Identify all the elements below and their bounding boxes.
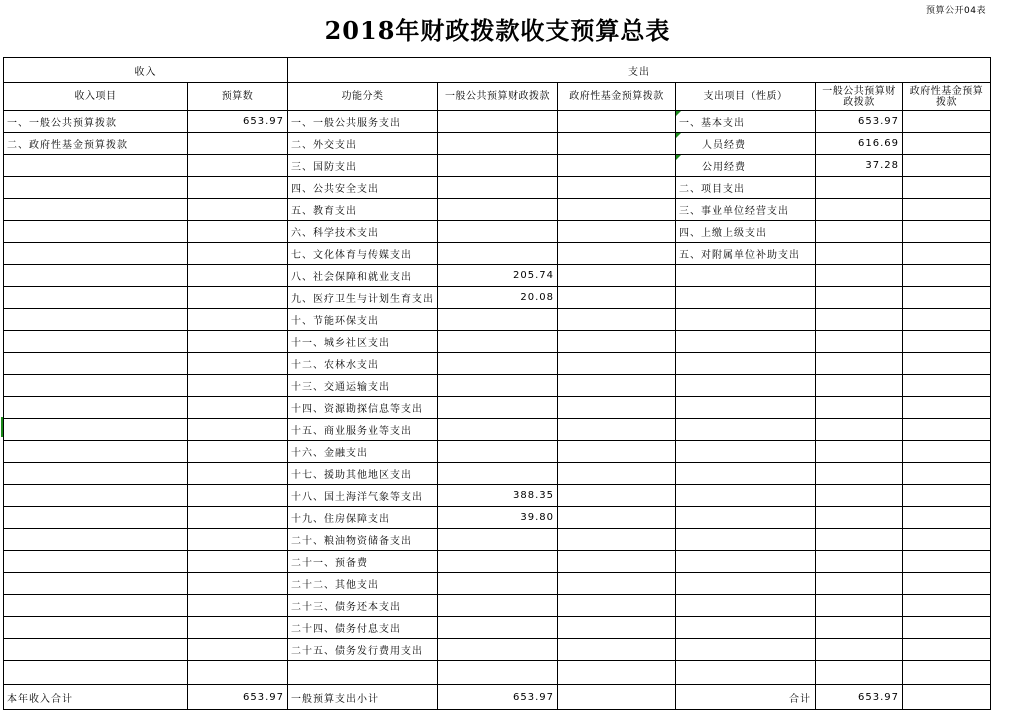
general-public-cell bbox=[438, 551, 558, 573]
income-amount-cell bbox=[188, 595, 288, 617]
income-amount-cell bbox=[188, 199, 288, 221]
expense-general-public-cell bbox=[816, 485, 903, 507]
income-item-header: 收入项目 bbox=[4, 83, 188, 111]
expense-gov-fund-cell bbox=[903, 199, 991, 221]
income-item-cell bbox=[4, 375, 188, 397]
expense-general-public-cell bbox=[816, 617, 903, 639]
expense-item-cell bbox=[676, 309, 816, 331]
expense-general-public-cell: 37.28 bbox=[816, 155, 903, 177]
function-class-cell: 二十四、债务付息支出 bbox=[288, 617, 438, 639]
expense-general-public-cell bbox=[816, 287, 903, 309]
gov-fund-cell bbox=[558, 155, 676, 177]
table-row bbox=[4, 485, 991, 507]
empty-cell bbox=[903, 661, 991, 685]
table-row bbox=[4, 397, 991, 419]
function-class-cell: 二十一、预备费 bbox=[288, 551, 438, 573]
table-row bbox=[4, 199, 991, 221]
table-row bbox=[4, 221, 991, 243]
expense-gov-fund-cell bbox=[903, 573, 991, 595]
gov-fund-header: 政府性基金预算拨款 bbox=[558, 83, 676, 111]
expense-gov-fund-cell bbox=[903, 353, 991, 375]
general-public-cell bbox=[438, 595, 558, 617]
general-public-cell bbox=[438, 331, 558, 353]
table-row bbox=[4, 309, 991, 331]
expense-item-cell bbox=[676, 551, 816, 573]
gov-fund-cell bbox=[558, 573, 676, 595]
income-amount-cell bbox=[188, 529, 288, 551]
function-class-cell: 二十三、债务还本支出 bbox=[288, 595, 438, 617]
gov-fund-cell bbox=[558, 639, 676, 661]
function-class-cell: 一、一般公共服务支出 bbox=[288, 111, 438, 133]
function-class-cell: 五、教育支出 bbox=[288, 199, 438, 221]
empty-cell bbox=[288, 661, 438, 685]
empty-cell bbox=[903, 685, 991, 710]
income-item-cell bbox=[4, 485, 188, 507]
budget-table bbox=[3, 57, 991, 710]
gov-fund-cell bbox=[558, 595, 676, 617]
general-public-cell: 39.80 bbox=[438, 507, 558, 529]
expense-gov-fund-cell bbox=[903, 287, 991, 309]
function-class-cell: 十四、资源勘探信息等支出 bbox=[288, 397, 438, 419]
table-row bbox=[4, 463, 991, 485]
income-amount-cell bbox=[188, 133, 288, 155]
general-public-cell bbox=[438, 397, 558, 419]
general-public-cell bbox=[438, 243, 558, 265]
section-header-row bbox=[4, 58, 991, 83]
table-row bbox=[4, 639, 991, 661]
table-row bbox=[4, 507, 991, 529]
document-number: 预算公开04表 bbox=[926, 6, 986, 16]
table-row bbox=[4, 155, 991, 177]
general-public-cell bbox=[438, 199, 558, 221]
gov-fund-cell bbox=[558, 375, 676, 397]
general-subtotal-amount: 653.97 bbox=[438, 685, 558, 710]
income-amount-cell bbox=[188, 265, 288, 287]
expense-general-public-cell bbox=[816, 419, 903, 441]
income-item-cell bbox=[4, 287, 188, 309]
general-public-cell: 20.08 bbox=[438, 287, 558, 309]
expense-section-header: 支出 bbox=[288, 58, 991, 83]
expense-general-public-cell bbox=[816, 397, 903, 419]
income-item-cell bbox=[4, 155, 188, 177]
expense-item-cell bbox=[676, 617, 816, 639]
expense-gov-fund-cell bbox=[903, 177, 991, 199]
expense-gov-fund-cell bbox=[903, 155, 991, 177]
general-public-cell bbox=[438, 155, 558, 177]
general-public-cell bbox=[438, 133, 558, 155]
income-item-cell bbox=[4, 617, 188, 639]
gov-fund-cell bbox=[558, 441, 676, 463]
gov-fund-cell bbox=[558, 199, 676, 221]
expense-general-public-cell: 616.69 bbox=[816, 133, 903, 155]
table-row bbox=[4, 111, 991, 133]
function-class-cell: 十五、商业服务业等支出 bbox=[288, 419, 438, 441]
expense-gov-fund-cell bbox=[903, 617, 991, 639]
income-item-cell bbox=[4, 397, 188, 419]
general-public-cell bbox=[438, 309, 558, 331]
gov-fund-cell bbox=[558, 463, 676, 485]
income-item-cell bbox=[4, 551, 188, 573]
expense-item-header: 支出项目（性质） bbox=[676, 83, 816, 111]
expense-item-cell bbox=[676, 397, 816, 419]
expense-general-public-cell bbox=[816, 595, 903, 617]
table-row bbox=[4, 617, 991, 639]
general-public-cell bbox=[438, 419, 558, 441]
gov-fund-cell bbox=[558, 485, 676, 507]
income-amount-cell bbox=[188, 221, 288, 243]
gov-fund-cell bbox=[558, 331, 676, 353]
budget-amount-header: 预算数 bbox=[188, 83, 288, 111]
expense-gov-fund-cell bbox=[903, 595, 991, 617]
grand-total-amount: 653.97 bbox=[816, 685, 903, 710]
expense-gov-fund-cell bbox=[903, 507, 991, 529]
general-public-cell bbox=[438, 177, 558, 199]
expense-gov-fund-cell bbox=[903, 221, 991, 243]
general-subtotal-label: 一般预算支出小计 bbox=[288, 685, 438, 710]
expense-general-public-cell bbox=[816, 375, 903, 397]
empty-cell bbox=[438, 661, 558, 685]
income-item-cell bbox=[4, 243, 188, 265]
general-public-cell bbox=[438, 573, 558, 595]
income-item-cell bbox=[4, 353, 188, 375]
function-class-cell: 七、文化体育与传媒支出 bbox=[288, 243, 438, 265]
gov-fund-cell bbox=[558, 265, 676, 287]
expense-item-cell bbox=[676, 419, 816, 441]
expense-item-cell bbox=[676, 287, 816, 309]
income-item-cell bbox=[4, 507, 188, 529]
income-item-cell bbox=[4, 595, 188, 617]
expense-item-cell bbox=[676, 595, 816, 617]
expense-general-public-cell bbox=[816, 331, 903, 353]
general-public-cell bbox=[438, 111, 558, 133]
income-amount-cell bbox=[188, 353, 288, 375]
income-amount-cell bbox=[188, 639, 288, 661]
general-public-cell bbox=[438, 375, 558, 397]
income-item-cell bbox=[4, 639, 188, 661]
empty-cell bbox=[4, 661, 188, 685]
expense-general-public-cell bbox=[816, 441, 903, 463]
income-amount-cell bbox=[188, 551, 288, 573]
expense-item-cell bbox=[676, 375, 816, 397]
income-section-header: 收入 bbox=[4, 58, 288, 83]
totals-row bbox=[4, 685, 991, 710]
income-amount-cell bbox=[188, 463, 288, 485]
gov-fund-cell bbox=[558, 529, 676, 551]
table-row bbox=[4, 551, 991, 573]
expense-gov-fund-cell bbox=[903, 265, 991, 287]
expense-general-public-cell bbox=[816, 243, 903, 265]
table-row bbox=[4, 243, 991, 265]
column-header-row bbox=[4, 83, 991, 111]
expense-general-public-header: 一般公共预算财政拨款 bbox=[816, 83, 903, 111]
function-class-cell: 二十五、债务发行费用支出 bbox=[288, 639, 438, 661]
expense-gov-fund-cell bbox=[903, 397, 991, 419]
function-class-cell: 十七、援助其他地区支出 bbox=[288, 463, 438, 485]
expense-general-public-cell bbox=[816, 177, 903, 199]
income-item-cell bbox=[4, 265, 188, 287]
income-item-cell bbox=[4, 529, 188, 551]
table-row bbox=[4, 353, 991, 375]
expense-item-cell bbox=[676, 353, 816, 375]
income-amount-cell bbox=[188, 485, 288, 507]
expense-item-cell bbox=[676, 507, 816, 529]
expense-general-public-cell bbox=[816, 221, 903, 243]
expense-gov-fund-cell bbox=[903, 309, 991, 331]
gov-fund-cell bbox=[558, 419, 676, 441]
function-class-cell: 十一、城乡社区支出 bbox=[288, 331, 438, 353]
gov-fund-cell bbox=[558, 551, 676, 573]
income-item-cell: 一、一般公共预算拨款 bbox=[4, 111, 188, 133]
income-item-cell bbox=[4, 221, 188, 243]
expense-item-cell bbox=[676, 463, 816, 485]
table-row bbox=[4, 419, 991, 441]
expense-general-public-cell bbox=[816, 529, 903, 551]
income-amount-cell bbox=[188, 507, 288, 529]
income-amount-cell bbox=[188, 397, 288, 419]
income-item-cell bbox=[4, 309, 188, 331]
expense-gov-fund-cell bbox=[903, 639, 991, 661]
expense-item-cell: 人员经费 bbox=[676, 133, 816, 155]
gov-fund-cell bbox=[558, 177, 676, 199]
expense-gov-fund-cell bbox=[903, 331, 991, 353]
expense-general-public-cell bbox=[816, 573, 903, 595]
table-row bbox=[4, 177, 991, 199]
expense-gov-fund-cell bbox=[903, 243, 991, 265]
expense-item-cell: 一、基本支出 bbox=[676, 111, 816, 133]
empty-cell bbox=[676, 661, 816, 685]
expense-item-cell bbox=[676, 331, 816, 353]
expense-gov-fund-cell bbox=[903, 441, 991, 463]
table-row bbox=[4, 441, 991, 463]
general-public-cell: 205.74 bbox=[438, 265, 558, 287]
gov-fund-cell bbox=[558, 243, 676, 265]
expense-gov-fund-cell bbox=[903, 463, 991, 485]
table-row bbox=[4, 265, 991, 287]
income-amount-cell bbox=[188, 419, 288, 441]
general-public-cell bbox=[438, 441, 558, 463]
gov-fund-cell bbox=[558, 111, 676, 133]
expense-item-cell bbox=[676, 529, 816, 551]
gov-fund-cell bbox=[558, 309, 676, 331]
expense-general-public-cell bbox=[816, 551, 903, 573]
general-public-cell bbox=[438, 463, 558, 485]
table-row bbox=[4, 375, 991, 397]
expense-general-public-cell bbox=[816, 199, 903, 221]
expense-gov-fund-cell bbox=[903, 529, 991, 551]
gov-fund-cell bbox=[558, 397, 676, 419]
expense-general-public-cell bbox=[816, 463, 903, 485]
income-amount-cell bbox=[188, 331, 288, 353]
empty-cell bbox=[188, 661, 288, 685]
expense-item-cell bbox=[676, 441, 816, 463]
gov-fund-cell bbox=[558, 353, 676, 375]
function-class-cell: 三、国防支出 bbox=[288, 155, 438, 177]
expense-general-public-cell bbox=[816, 265, 903, 287]
expense-item-cell: 二、项目支出 bbox=[676, 177, 816, 199]
function-class-cell: 十、节能环保支出 bbox=[288, 309, 438, 331]
income-amount-cell bbox=[188, 617, 288, 639]
general-public-cell bbox=[438, 639, 558, 661]
expense-general-public-cell bbox=[816, 639, 903, 661]
empty-cell bbox=[558, 685, 676, 710]
income-item-cell bbox=[4, 177, 188, 199]
function-class-header: 功能分类 bbox=[288, 83, 438, 111]
income-item-cell bbox=[4, 199, 188, 221]
income-item-cell: 二、政府性基金预算拨款 bbox=[4, 133, 188, 155]
gov-fund-cell bbox=[558, 221, 676, 243]
expense-item-cell: 五、对附属单位补助支出 bbox=[676, 243, 816, 265]
income-item-cell bbox=[4, 419, 188, 441]
income-amount-cell bbox=[188, 177, 288, 199]
function-class-cell: 四、公共安全支出 bbox=[288, 177, 438, 199]
expense-general-public-cell bbox=[816, 353, 903, 375]
gov-fund-cell bbox=[558, 507, 676, 529]
expense-gov-fund-cell bbox=[903, 375, 991, 397]
empty-cell bbox=[816, 661, 903, 685]
table-row bbox=[4, 133, 991, 155]
function-class-cell: 二十二、其他支出 bbox=[288, 573, 438, 595]
function-class-cell: 十六、金融支出 bbox=[288, 441, 438, 463]
expense-item-cell bbox=[676, 573, 816, 595]
income-amount-cell bbox=[188, 155, 288, 177]
expense-gov-fund-cell bbox=[903, 111, 991, 133]
income-amount-cell bbox=[188, 287, 288, 309]
income-amount-cell bbox=[188, 309, 288, 331]
grand-total-label: 合计 bbox=[676, 685, 816, 710]
expense-general-public-cell bbox=[816, 507, 903, 529]
function-class-cell: 八、社会保障和就业支出 bbox=[288, 265, 438, 287]
function-class-cell: 十八、国土海洋气象等支出 bbox=[288, 485, 438, 507]
income-amount-cell: 653.97 bbox=[188, 111, 288, 133]
function-class-cell: 二十、粮油物资储备支出 bbox=[288, 529, 438, 551]
general-public-cell bbox=[438, 617, 558, 639]
income-item-cell bbox=[4, 331, 188, 353]
table-row bbox=[4, 529, 991, 551]
expense-item-cell: 公用经费 bbox=[676, 155, 816, 177]
expense-gov-fund-cell bbox=[903, 551, 991, 573]
gov-fund-cell bbox=[558, 617, 676, 639]
expense-item-cell: 四、上缴上级支出 bbox=[676, 221, 816, 243]
table-row bbox=[4, 595, 991, 617]
income-total-amount: 653.97 bbox=[188, 685, 288, 710]
expense-general-public-cell: 653.97 bbox=[816, 111, 903, 133]
function-class-cell: 二、外交支出 bbox=[288, 133, 438, 155]
general-public-cell bbox=[438, 529, 558, 551]
blank-row bbox=[4, 661, 991, 685]
function-class-cell: 十三、交通运输支出 bbox=[288, 375, 438, 397]
function-class-cell: 十九、住房保障支出 bbox=[288, 507, 438, 529]
general-public-cell bbox=[438, 221, 558, 243]
expense-item-cell bbox=[676, 485, 816, 507]
expense-gov-fund-header: 政府性基金预算拨款 bbox=[903, 83, 991, 111]
expense-item-cell bbox=[676, 265, 816, 287]
function-class-cell: 六、科学技术支出 bbox=[288, 221, 438, 243]
expense-gov-fund-cell bbox=[903, 133, 991, 155]
table-row bbox=[4, 287, 991, 309]
function-class-cell: 十二、农林水支出 bbox=[288, 353, 438, 375]
table-row bbox=[4, 573, 991, 595]
general-public-cell bbox=[438, 353, 558, 375]
income-amount-cell bbox=[188, 243, 288, 265]
income-amount-cell bbox=[188, 441, 288, 463]
expense-gov-fund-cell bbox=[903, 485, 991, 507]
expense-gov-fund-cell bbox=[903, 419, 991, 441]
function-class-cell: 九、医疗卫生与计划生育支出 bbox=[288, 287, 438, 309]
table-row bbox=[4, 331, 991, 353]
income-item-cell bbox=[4, 441, 188, 463]
expense-item-cell bbox=[676, 639, 816, 661]
income-amount-cell bbox=[188, 573, 288, 595]
page-title: 2018年财政拨款收支预算总表 bbox=[324, 16, 671, 45]
general-public-cell: 388.35 bbox=[438, 485, 558, 507]
income-item-cell bbox=[4, 463, 188, 485]
gov-fund-cell bbox=[558, 287, 676, 309]
gov-fund-cell bbox=[558, 133, 676, 155]
expense-item-cell: 三、事业单位经营支出 bbox=[676, 199, 816, 221]
empty-cell bbox=[558, 661, 676, 685]
income-amount-cell bbox=[188, 375, 288, 397]
general-public-header: 一般公共预算财政拨款 bbox=[438, 83, 558, 111]
income-total-label: 本年收入合计 bbox=[4, 685, 188, 710]
expense-general-public-cell bbox=[816, 309, 903, 331]
income-item-cell bbox=[4, 573, 188, 595]
